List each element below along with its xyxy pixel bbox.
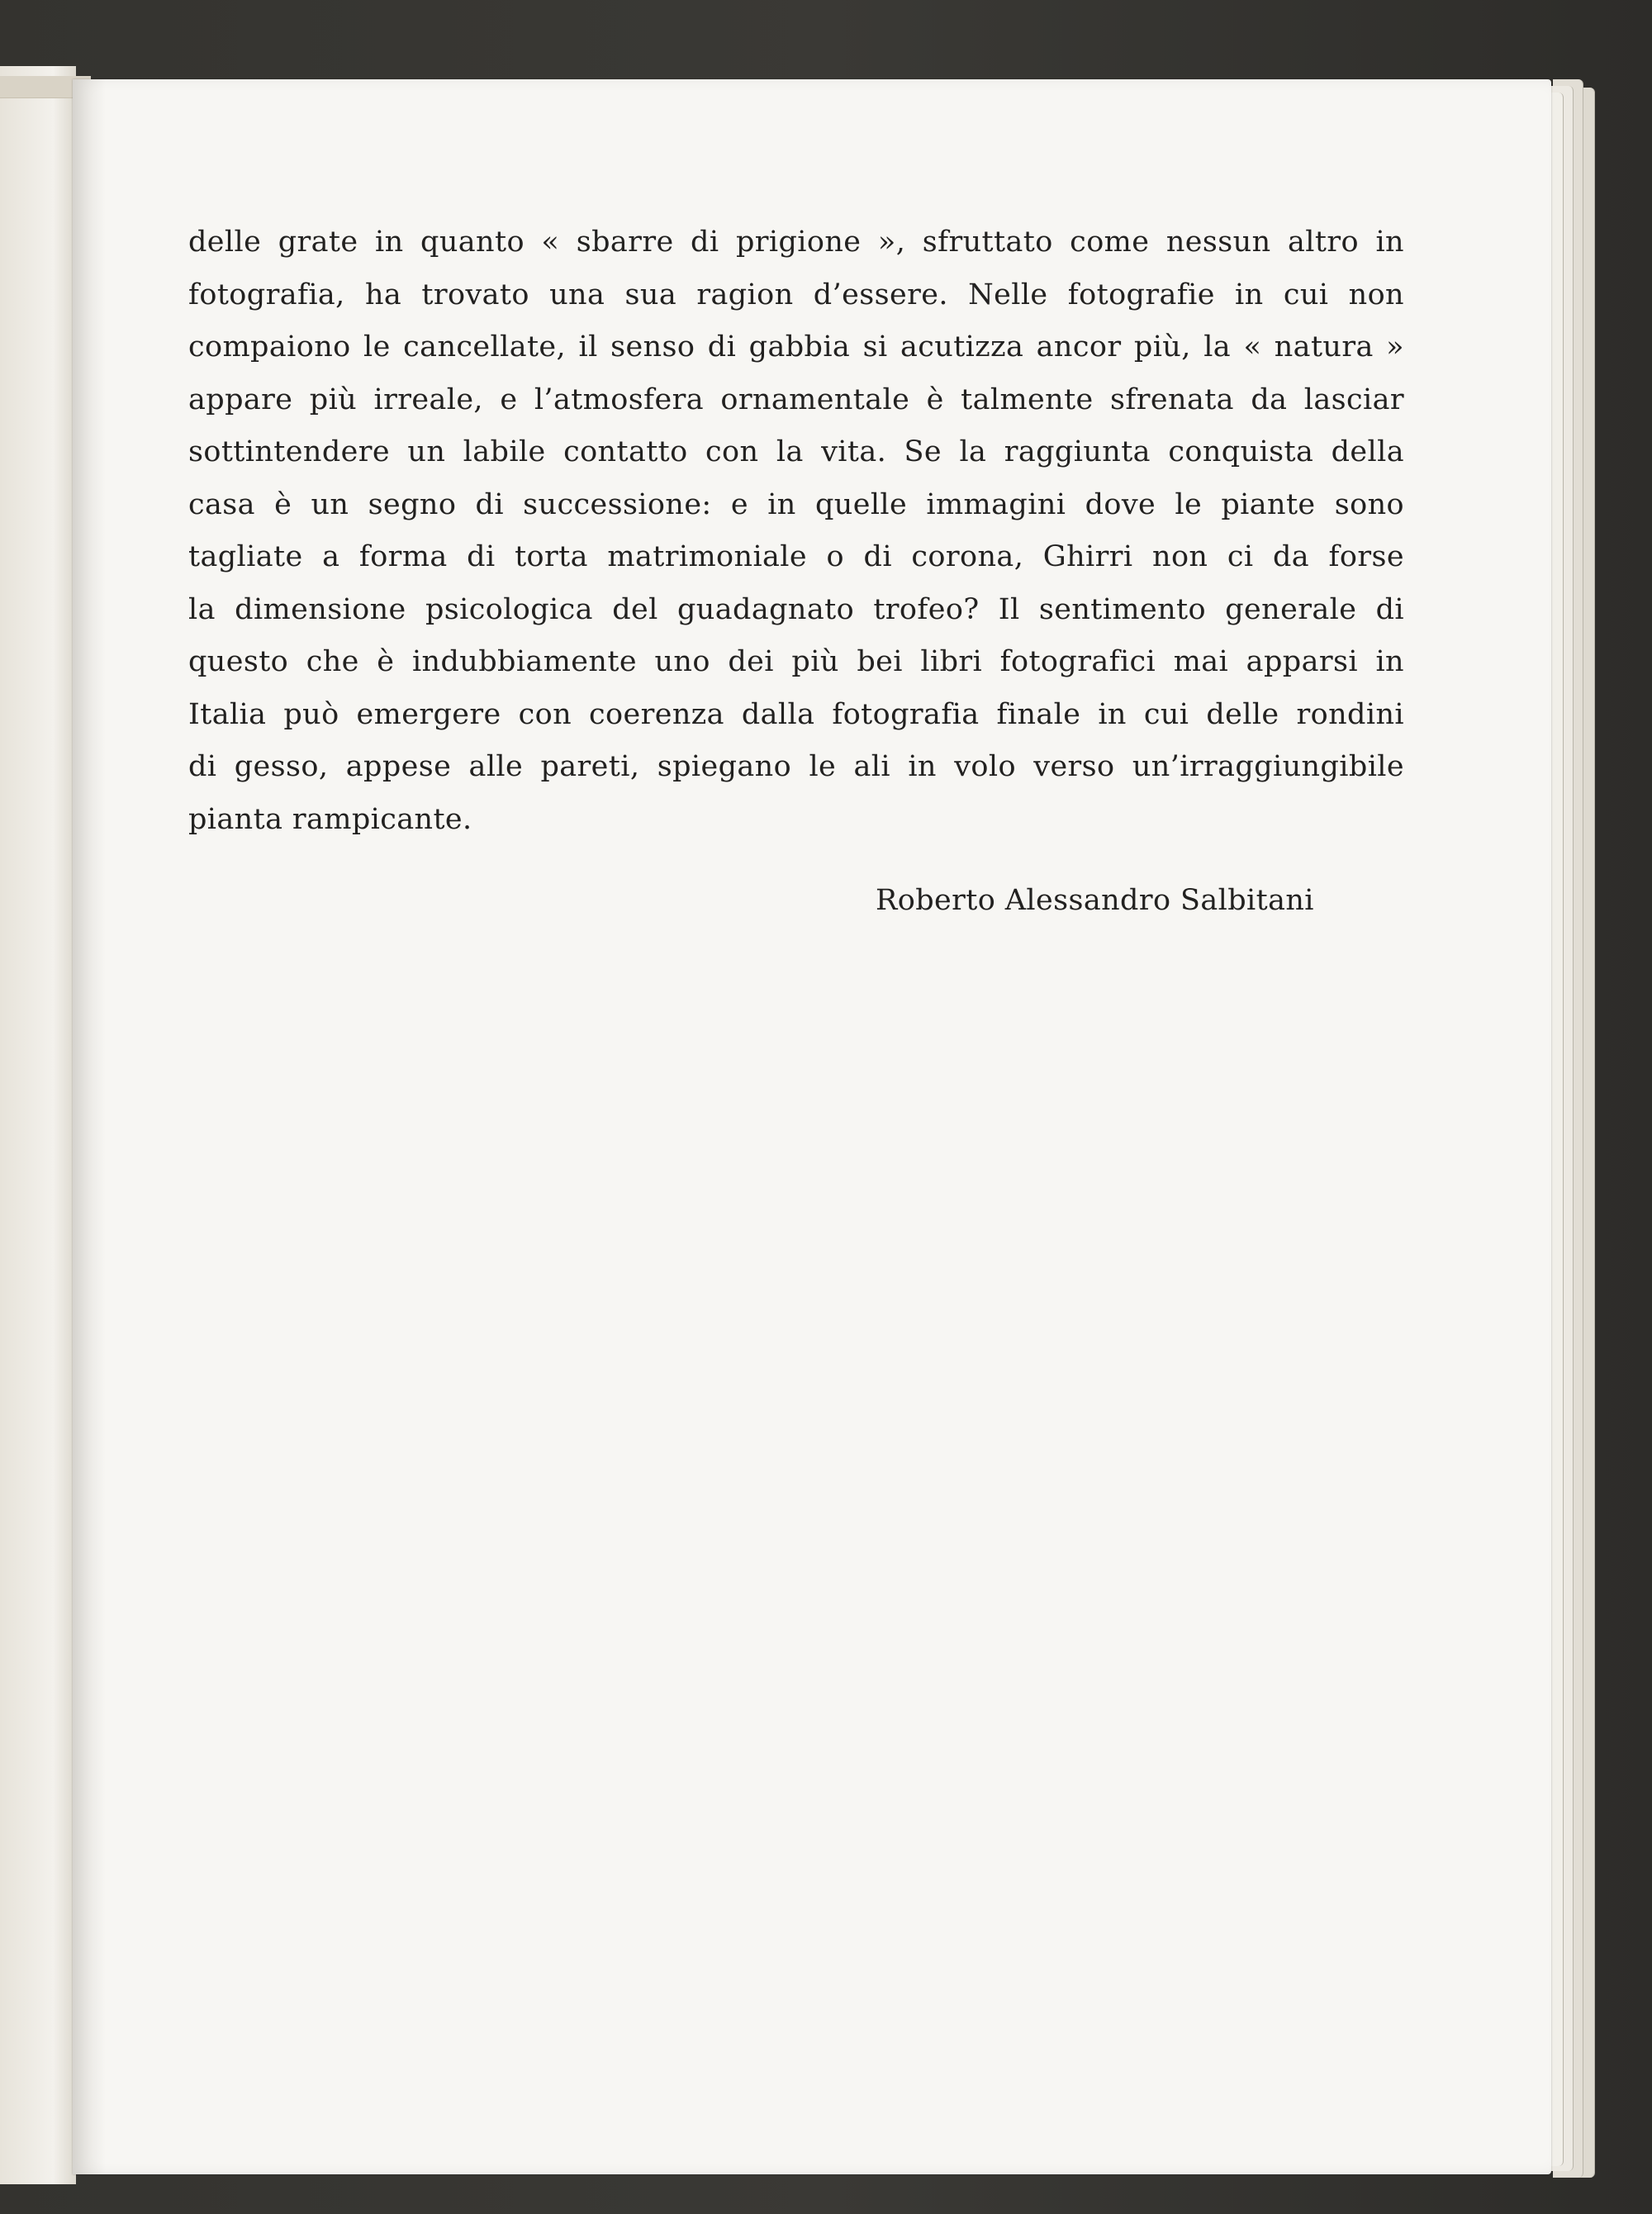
- text-line: fotografia, ha trovato una sua ragion d’essere. Nelle fotografie in cui non: [188, 278, 1404, 311]
- text-line: appare più irreale, e l’atmosfera ornamentale è talmente sfrenata da lasciar: [188, 382, 1404, 416]
- text-line: sottintendere un labile contatto con la vita. Se la raggiunta conquista della: [188, 435, 1404, 468]
- text-line: tagliate a forma di torta matrimoniale o di corona, Ghirri non ci da forse: [188, 540, 1404, 573]
- text-line: Italia può emergere con coerenza dalla fotografia finale in cui delle rondini: [188, 697, 1404, 731]
- text-line: compaiono le cancellate, il senso di gabbia si acutizza ancor più, la « natura »: [188, 330, 1404, 363]
- text-line: la dimensione psicologica del guadagnato trofeo? Il sentimento generale di: [188, 592, 1404, 626]
- text-line: casa è un segno di successione: e in quelle immagini dove le piante sono: [188, 487, 1404, 521]
- body-paragraph: [188, 216, 1404, 846]
- text-line: questo che è indubbiamente uno dei più bei libri fotografici mai apparsi in: [188, 645, 1404, 678]
- text-line: pianta rampicante.: [188, 802, 472, 836]
- facing-page-edge: [0, 66, 76, 2184]
- text-line: di gesso, appese alle pareti, spiegano le ali in volo verso un’irraggiungibile: [188, 750, 1404, 783]
- author-signature: Roberto Alessandro Salbitani: [876, 884, 1314, 917]
- text-line: delle grate in quanto « sbarre di prigione », sfruttato come nessun altro in: [188, 226, 1404, 259]
